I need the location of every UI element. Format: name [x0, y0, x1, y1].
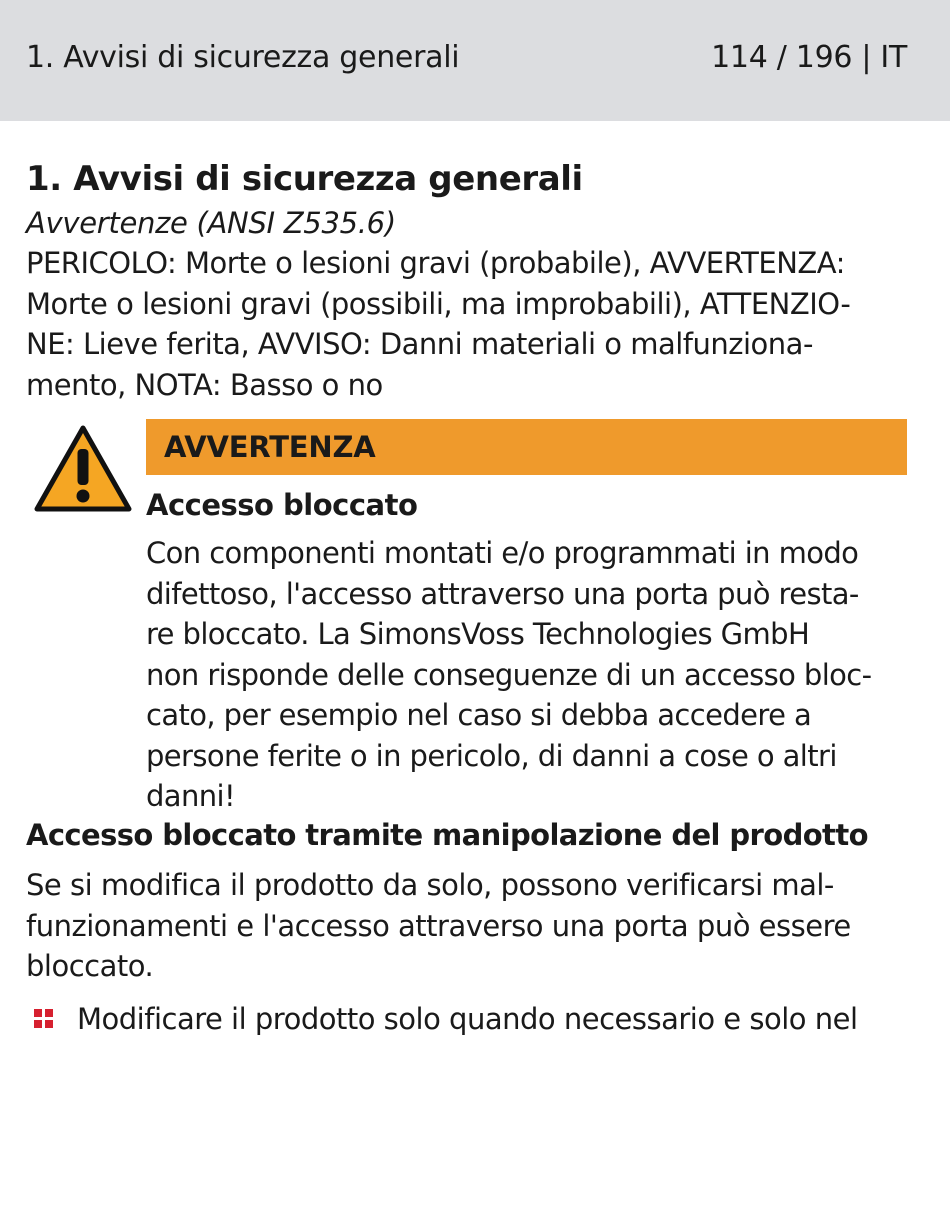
warning-text-line: Con componenti montati e/o programmati in modo	[146, 536, 859, 570]
paragraph-line: funzionamenti e l'accesso attraverso una porta può essere	[26, 908, 851, 943]
intro-paragraph	[26, 243, 906, 405]
bullet-item	[26, 999, 906, 1039]
paragraph-line: Se si modifica il prodotto da solo, possono verificarsi mal-	[26, 868, 834, 902]
intro-line: NE: Lieve ferita, AVVISO: Danni materiali o malfunziona-	[26, 327, 813, 361]
warning-banner	[146, 419, 907, 475]
body-paragraph	[26, 865, 906, 987]
page-content	[26, 155, 906, 1039]
header-page-info: 114 / 196 | IT	[711, 40, 907, 75]
warning-block	[26, 419, 906, 815]
header-chapter-title: 1. Avvisi di sicurezza generali	[26, 40, 460, 75]
bullet-squares-icon	[34, 1009, 54, 1029]
warning-text-line: cato, per esempio nel caso si debba accedere a	[146, 698, 812, 732]
page-header	[0, 0, 950, 121]
subheading: Accesso bloccato tramite manipolazione del prodotto	[26, 818, 868, 852]
section-title: 1. Avvisi di sicurezza generali	[26, 159, 583, 199]
paragraph-line: bloccato.	[26, 949, 154, 983]
intro-line: PERICOLO: Morte o lesioni gravi (probabile), AVVERTENZA:	[26, 246, 845, 280]
intro-line: Morte o lesioni gravi (possibili, ma improbabili), ATTENZIO-	[26, 286, 851, 321]
warning-text-line: difettoso, l'accesso attraverso una porta può resta-	[146, 576, 859, 611]
warning-text	[146, 533, 907, 817]
warning-text-line: re bloccato. La SimonsVoss Technologies GmbH	[146, 617, 810, 651]
warning-heading: Accesso bloccato	[146, 488, 418, 522]
warning-text-line: non risponde delle conseguenze di un accesso bloc-	[146, 657, 872, 692]
warning-body	[146, 419, 907, 817]
warning-triangle-icon	[34, 425, 132, 513]
warning-banner-label: AVVERTENZA	[164, 430, 376, 464]
warning-text-line: danni!	[146, 779, 236, 813]
bullet-text: Modificare il prodotto solo quando necessario e solo nel	[77, 1001, 858, 1036]
warning-text-line: persone ferite o in pericolo, di danni a cose o altri	[146, 738, 837, 773]
intro-line: mento, NOTA: Basso o no	[26, 367, 383, 402]
section-subtitle: Avvertenze (ANSI Z535.6)	[26, 206, 396, 240]
